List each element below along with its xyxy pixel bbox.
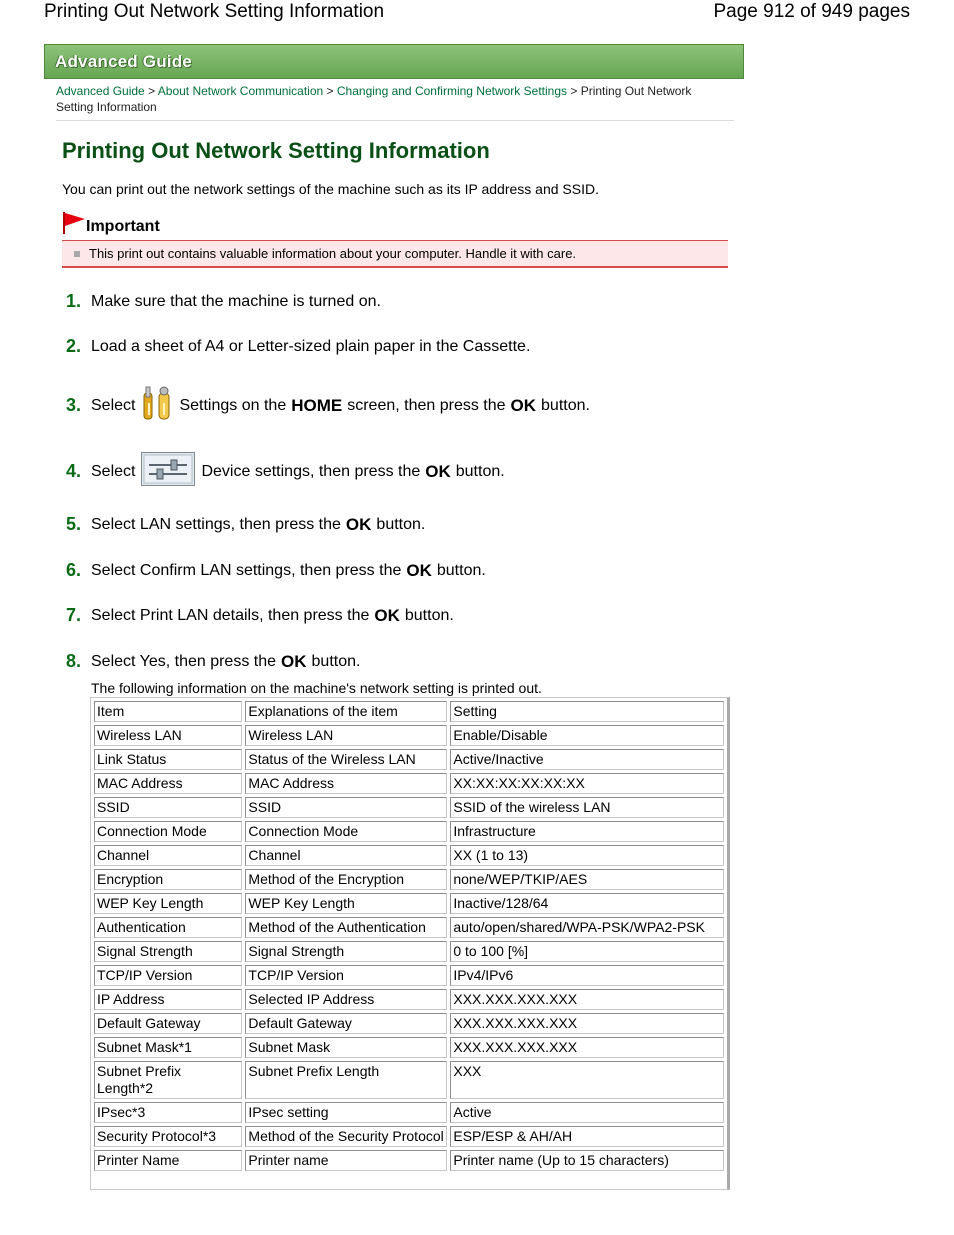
setting-cell: Printer name (Up to 15 characters) — [450, 1150, 724, 1171]
item-cell: MAC Address — [94, 773, 242, 794]
breadcrumb-advanced-guide[interactable]: Advanced Guide — [56, 84, 145, 98]
step-text-end: button. — [376, 515, 426, 533]
step-number: 4. — [66, 461, 82, 481]
intro-text: You can print out the network settings of the machine such as its IP address and SSID. — [62, 181, 599, 197]
explanation-cell: MAC Address — [245, 773, 447, 794]
item-cell: SSID — [94, 797, 242, 818]
setting-cell: Inactive/128/64 — [450, 893, 724, 914]
step-8 — [66, 651, 360, 672]
explanation-cell: Signal Strength — [245, 941, 447, 962]
ok-label: OK — [345, 514, 372, 534]
step-text-post: Select LAN settings, then press the — [91, 515, 341, 533]
ok-label: OK — [374, 605, 400, 625]
flag-icon — [62, 212, 86, 239]
page-heading: Printing Out Network Setting Information — [62, 138, 490, 163]
setting-cell: IPv4/IPv6 — [450, 965, 724, 986]
home-label: HOME — [291, 395, 343, 415]
step-6 — [66, 560, 486, 581]
item-cell: TCP/IP Version — [94, 965, 242, 986]
setting-cell: Active — [450, 1102, 724, 1123]
table-row — [94, 1013, 724, 1034]
item-cell: Wireless LAN — [94, 725, 242, 746]
step-text-end: button. — [436, 561, 486, 579]
step-text-pre: Select — [91, 396, 136, 414]
explanation-cell: TCP/IP Version — [245, 965, 447, 986]
item-cell: Subnet Prefix Length*2 — [94, 1061, 242, 1099]
item-cell: Signal Strength — [94, 941, 242, 962]
table-row — [94, 821, 724, 842]
network-info-table — [91, 698, 727, 1174]
item-cell: IPsec*3 — [94, 1102, 242, 1123]
table-row — [94, 1126, 724, 1147]
step-text-end: button. — [455, 462, 505, 480]
item-cell: WEP Key Length — [94, 893, 242, 914]
explanation-cell: Printer name — [245, 1150, 447, 1171]
item-cell: Security Protocol*3 — [94, 1126, 242, 1147]
item-cell: Connection Mode — [94, 821, 242, 842]
setting-cell: XXX.XXX.XXX.XXX — [450, 1013, 724, 1034]
step-number: 3. — [66, 395, 82, 415]
explanation-cell: Explanations of the item — [245, 701, 447, 722]
breadcrumb-current: Printing Out Network Setting Information — [56, 84, 692, 114]
item-cell: Item — [94, 701, 242, 722]
important-box — [62, 240, 728, 268]
setting-cell: XXX.XXX.XXX.XXX — [450, 1037, 724, 1058]
step-4 — [66, 452, 505, 491]
step-text-mid: Settings on the — [179, 396, 287, 414]
ok-label: OK — [510, 395, 537, 415]
explanation-cell: Method of the Encryption — [245, 869, 447, 890]
table-row — [94, 893, 724, 914]
step-text-pre: Select — [91, 462, 136, 480]
explanation-cell: Connection Mode — [245, 821, 447, 842]
step-number: 5. — [66, 514, 82, 534]
table-row — [94, 941, 724, 962]
table-row — [94, 749, 724, 770]
step-number: 8. — [66, 651, 82, 671]
step-text: Load a sheet of A4 or Letter-sized plain paper in the Cassette. — [91, 337, 531, 355]
table-row — [94, 845, 724, 866]
page-number: Page 912 of 949 pages — [713, 1, 910, 22]
step-1 — [66, 291, 381, 312]
step-number: 1. — [66, 291, 82, 311]
banner-label: Advanced Guide — [55, 52, 192, 71]
setting-cell: XXX — [450, 1061, 724, 1099]
table-row — [94, 773, 724, 794]
step-2 — [66, 336, 530, 357]
step-number: 7. — [66, 605, 82, 625]
setting-cell: Setting — [450, 701, 724, 722]
settings-tools-icon — [141, 385, 173, 426]
breadcrumb-changing-confirming-network[interactable]: Changing and Confirming Network Settings — [336, 84, 567, 98]
ok-label: OK — [281, 651, 307, 671]
explanation-cell: WEP Key Length — [245, 893, 447, 914]
step-3 — [66, 385, 590, 426]
explanation-cell: Wireless LAN — [245, 725, 447, 746]
setting-cell: Infrastructure — [450, 821, 724, 842]
step-text-end: button. — [404, 606, 454, 624]
step-text-post: Select Print LAN details, then press the — [91, 606, 370, 624]
table-row — [94, 725, 724, 746]
breadcrumb-separator: > — [148, 84, 156, 98]
item-cell: Printer Name — [94, 1150, 242, 1171]
breadcrumb — [56, 83, 728, 115]
step-text-end: button. — [311, 652, 361, 670]
explanation-cell: Selected IP Address — [245, 989, 447, 1010]
explanation-cell: Method of the Authentication — [245, 917, 447, 938]
advanced-guide-banner — [44, 44, 744, 79]
table-row — [94, 1102, 724, 1123]
setting-cell: XX (1 to 13) — [450, 845, 724, 866]
item-cell: Subnet Mask*1 — [94, 1037, 242, 1058]
breadcrumb-divider — [56, 120, 734, 121]
explanation-cell: IPsec setting — [245, 1102, 447, 1123]
important-title: Important — [86, 218, 160, 235]
ok-label: OK — [425, 461, 451, 481]
setting-cell: auto/open/shared/WPA-PSK/WPA2-PSK — [450, 917, 724, 938]
step-text-post: Device settings, then press the — [201, 462, 421, 480]
item-cell: Link Status — [94, 749, 242, 770]
table-row — [94, 989, 724, 1010]
step-5 — [66, 514, 425, 535]
table-row — [94, 797, 724, 818]
setting-cell: XX:XX:XX:XX:XX:XX — [450, 773, 724, 794]
setting-cell: none/WEP/TKIP/AES — [450, 869, 724, 890]
step-number: 2. — [66, 336, 82, 356]
step-7 — [66, 605, 454, 626]
setting-cell: XXX.XXX.XXX.XXX — [450, 989, 724, 1010]
setting-cell: ESP/ESP & AH/AH — [450, 1126, 724, 1147]
setting-cell: SSID of the wireless LAN — [450, 797, 724, 818]
step-text-post: Select Yes, then press the — [91, 652, 277, 670]
item-cell: IP Address — [94, 989, 242, 1010]
explanation-cell: Channel — [245, 845, 447, 866]
bullet-icon — [74, 251, 80, 257]
ok-label: OK — [406, 560, 432, 580]
table-row — [94, 1061, 724, 1099]
important-text: This print out contains valuable information about your computer. Handle it with care. — [89, 246, 577, 261]
explanation-cell: SSID — [245, 797, 447, 818]
table-row — [94, 917, 724, 938]
device-settings-sliders-icon — [141, 452, 195, 491]
breadcrumb-separator: > — [326, 84, 334, 98]
explanation-cell: Subnet Prefix Length — [245, 1061, 447, 1099]
step-text: Make sure that the machine is turned on. — [91, 292, 381, 310]
table-row — [94, 1037, 724, 1058]
table-row — [94, 965, 724, 986]
step-text-post: Select Confirm LAN settings, then press the — [91, 561, 402, 579]
step-text-end: button. — [541, 396, 590, 414]
setting-cell: 0 to 100 [%] — [450, 941, 724, 962]
step-text-post: screen, then press the — [347, 396, 506, 414]
item-cell: Default Gateway — [94, 1013, 242, 1034]
setting-cell: Enable/Disable — [450, 725, 724, 746]
network-info-table-container — [90, 697, 730, 1190]
table-intro: The following information on the machine's network setting is printed out. — [91, 680, 542, 696]
step-number: 6. — [66, 560, 82, 580]
breadcrumb-separator: > — [570, 84, 578, 98]
table-header-row — [94, 701, 724, 722]
explanation-cell: Status of the Wireless LAN — [245, 749, 447, 770]
table-body — [94, 701, 724, 1171]
explanation-cell: Method of the Security Protocol — [245, 1126, 447, 1147]
table-row — [94, 1150, 724, 1171]
item-cell: Authentication — [94, 917, 242, 938]
setting-cell: Active/Inactive — [450, 749, 724, 770]
table-row — [94, 869, 724, 890]
explanation-cell: Default Gateway — [245, 1013, 447, 1034]
page-header-title: Printing Out Network Setting Information — [44, 1, 385, 22]
explanation-cell: Subnet Mask — [245, 1037, 447, 1058]
item-cell: Channel — [94, 845, 242, 866]
breadcrumb-about-network-communication[interactable]: About Network Communication — [157, 84, 324, 98]
item-cell: Encryption — [94, 869, 242, 890]
